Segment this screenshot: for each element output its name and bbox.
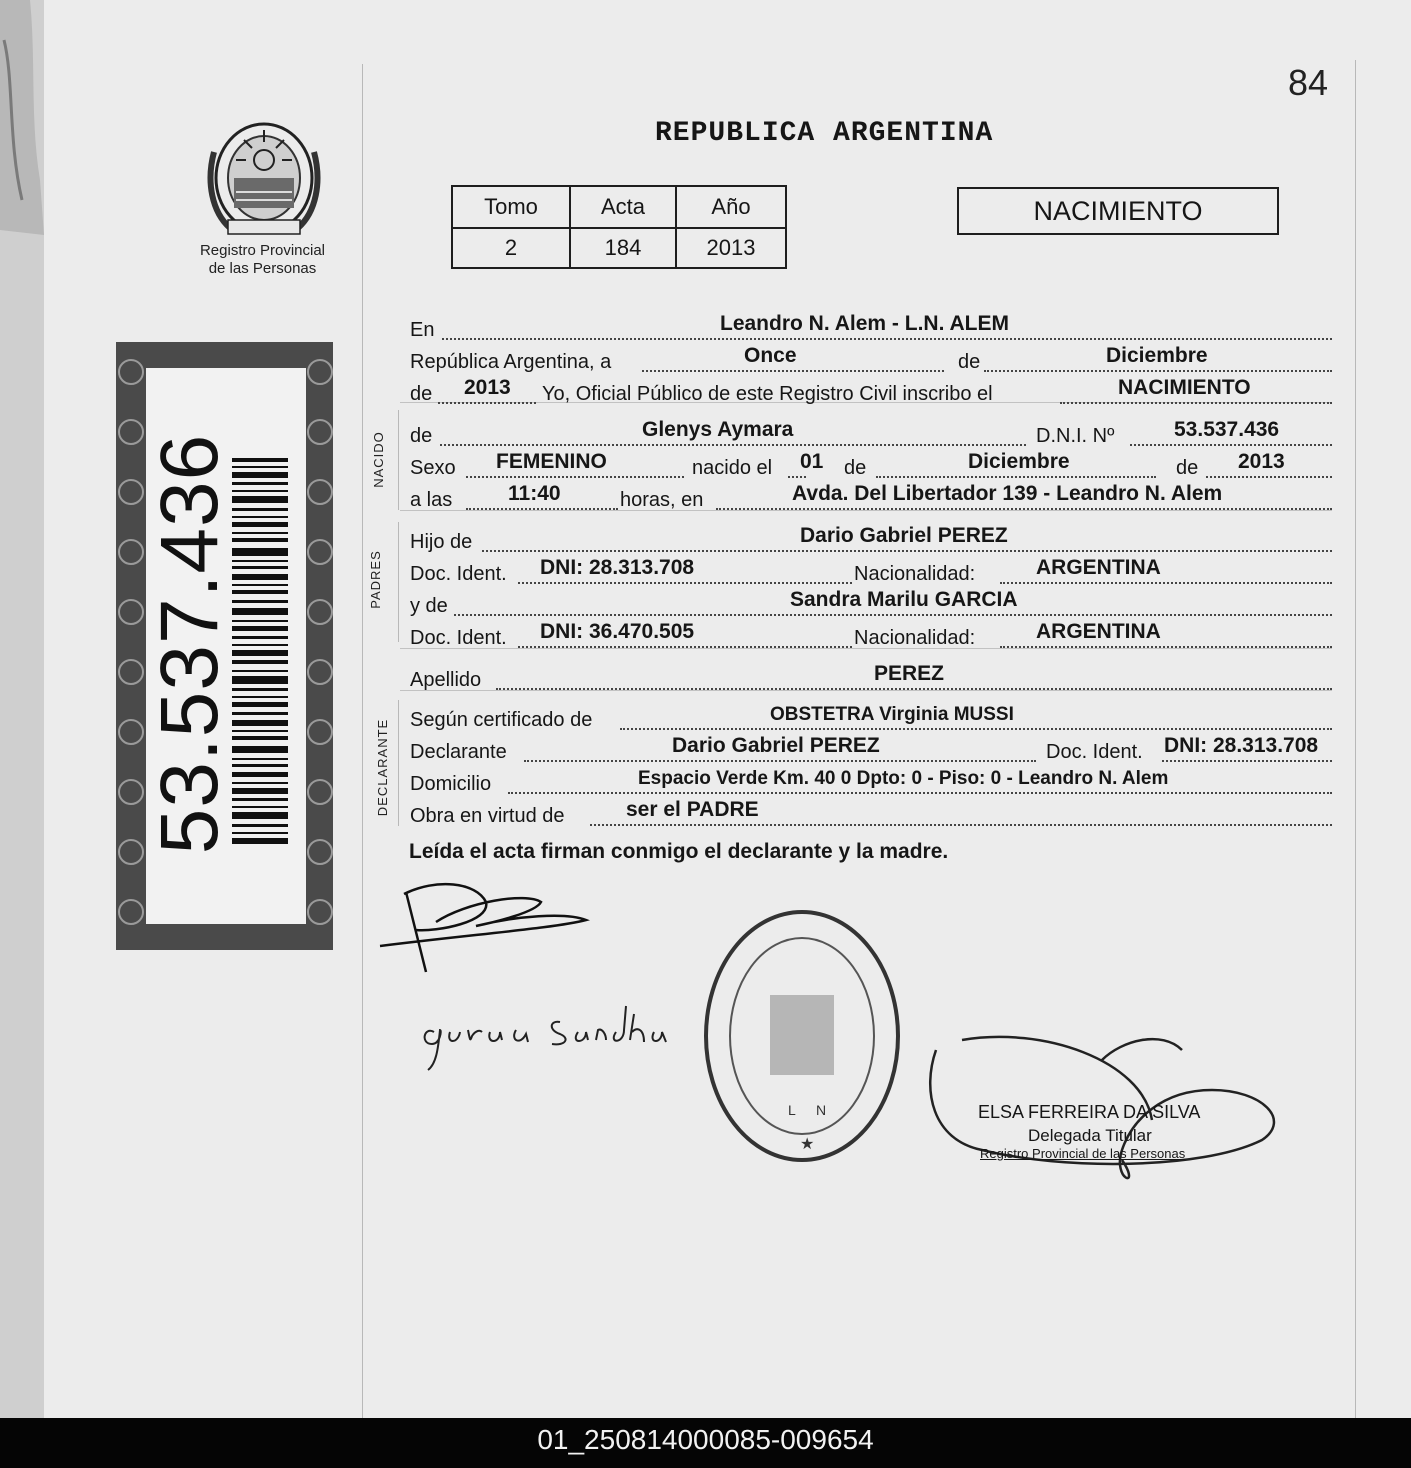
declarant-signature bbox=[376, 872, 596, 984]
mother-nationality-label: Nacionalidad: bbox=[854, 627, 976, 649]
ano-value: 2013 bbox=[676, 228, 786, 268]
row-surname bbox=[410, 664, 1332, 694]
ano-header: Año bbox=[676, 186, 786, 228]
row-address bbox=[410, 768, 1332, 798]
dni-value: 53.537.436 bbox=[1174, 418, 1280, 441]
born-label: nacido el bbox=[692, 457, 773, 479]
official-org: Registro Provincial de las Personas bbox=[980, 1146, 1186, 1161]
month-value: Diciembre bbox=[1106, 344, 1208, 367]
official-seal-icon bbox=[700, 905, 904, 1167]
section-declarante: DECLARANTE bbox=[375, 718, 391, 817]
svg-text:L: L bbox=[788, 1102, 796, 1118]
declarant-doc-value: DNI: 28.313.708 bbox=[1164, 734, 1319, 757]
place-value: Leandro N. Alem - L.N. ALEM bbox=[720, 312, 1009, 335]
de-label: de bbox=[958, 351, 981, 373]
de-birth-label: de bbox=[844, 457, 867, 479]
scan-file-id: 01_250814000085-009654 bbox=[0, 1418, 1411, 1468]
declarant-value: Dario Gabriel PEREZ bbox=[672, 734, 880, 757]
virtue-value: ser el PADRE bbox=[626, 798, 759, 821]
mother-value: Sandra Marilu GARCIA bbox=[790, 588, 1018, 611]
svg-text:N: N bbox=[816, 1102, 827, 1118]
row-virtue bbox=[410, 800, 1332, 830]
section-nacido: NACIDO bbox=[370, 431, 386, 488]
birth-month-value: Diciembre bbox=[968, 450, 1070, 473]
row-date bbox=[410, 346, 1332, 376]
sex-value: FEMENINO bbox=[496, 450, 607, 473]
name-value: Glenys Aymara bbox=[642, 418, 794, 441]
day-value: Once bbox=[744, 344, 797, 367]
father-doc-value: DNI: 28.313.708 bbox=[540, 556, 695, 579]
registry-label-line2: de las Personas bbox=[208, 260, 317, 277]
row-declarant bbox=[410, 736, 1332, 766]
and-label: y de bbox=[410, 595, 448, 617]
sex-label: Sexo bbox=[410, 457, 456, 479]
dni-label: D.N.I. Nº bbox=[1036, 425, 1115, 447]
section-bar-padres bbox=[398, 522, 399, 642]
time-label: a las bbox=[410, 489, 453, 511]
barcode-number: 53.537.436 bbox=[144, 433, 235, 855]
row-name bbox=[410, 420, 1332, 450]
de-birth-year-label: de bbox=[1176, 457, 1199, 479]
registry-label-line1: Registro Provincial bbox=[199, 242, 326, 259]
row-mother bbox=[410, 590, 1332, 620]
tomo-header: Tomo bbox=[452, 186, 570, 228]
closing-statement: Leída el acta firman conmigo el declarante y la madre. bbox=[409, 840, 949, 863]
declarant-doc-label: Doc. Ident. bbox=[1046, 741, 1143, 763]
official-name: ELSA FERREIRA DA SILVA bbox=[978, 1102, 1201, 1122]
tomo-value: 2 bbox=[452, 228, 570, 268]
birth-year-value: 2013 bbox=[1238, 450, 1285, 473]
row-mother-doc bbox=[410, 622, 1332, 652]
birth-place-value: Avda. Del Libertador 139 - Leandro N. Alem bbox=[792, 482, 1223, 505]
row-sex bbox=[410, 452, 1332, 482]
hours-label: horas, en bbox=[620, 489, 704, 511]
acta-value: 184 bbox=[570, 228, 676, 268]
time-value: 11:40 bbox=[508, 482, 561, 505]
address-value: Espacio Verde Km. 40 0 Dpto: 0 - Piso: 0 - Leandro N. Alem bbox=[638, 768, 1169, 789]
official-title: Delegada Titular bbox=[1028, 1126, 1152, 1145]
declarant-label: Declarante bbox=[410, 741, 507, 763]
father-value: Dario Gabriel PEREZ bbox=[800, 524, 1008, 547]
year-value: 2013 bbox=[464, 376, 511, 399]
row-certificate bbox=[410, 704, 1332, 734]
address-label: Domicilio bbox=[410, 773, 492, 795]
torn-page-fragment bbox=[0, 0, 44, 240]
certificate-label: Según certificado de bbox=[410, 709, 593, 731]
row-father bbox=[410, 526, 1332, 556]
virtue-label: Obra en virtud de bbox=[410, 805, 565, 827]
mother-doc-value: DNI: 36.470.505 bbox=[540, 620, 695, 643]
svg-text:★: ★ bbox=[800, 1136, 815, 1153]
scan-left-edge bbox=[0, 0, 44, 1418]
mother-nationality-value: ARGENTINA bbox=[1036, 620, 1161, 643]
barcode-icon bbox=[232, 458, 288, 848]
father-doc-label: Doc. Ident. bbox=[410, 563, 507, 585]
certificate-value: OBSTETRA Virginia MUSSI bbox=[770, 704, 1014, 725]
place-label: En bbox=[410, 319, 435, 341]
row-year bbox=[410, 378, 1332, 408]
act-type-value: NACIMIENTO bbox=[1118, 376, 1251, 399]
provincia-misiones-emblem-icon bbox=[206, 112, 322, 238]
record-type-box: NACIMIENTO bbox=[957, 187, 1279, 235]
mother-signature bbox=[420, 1000, 680, 1076]
surname-label: Apellido bbox=[410, 669, 482, 691]
margin-divider bbox=[362, 64, 363, 1418]
page-number: 84 bbox=[1288, 62, 1329, 103]
registry-label bbox=[180, 242, 345, 278]
row-father-doc bbox=[410, 558, 1332, 588]
de-year-label: de bbox=[410, 383, 433, 405]
section-padres: PADRES bbox=[367, 550, 383, 609]
acta-header: Acta bbox=[570, 186, 676, 228]
birth-day-value: 01 bbox=[800, 450, 824, 473]
row-place bbox=[410, 314, 1332, 344]
mother-doc-label: Doc. Ident. bbox=[410, 627, 507, 649]
child-of-label: Hijo de bbox=[410, 531, 473, 553]
name-label: de bbox=[410, 425, 433, 447]
father-nationality-label: Nacionalidad: bbox=[854, 563, 976, 585]
father-nationality-value: ARGENTINA bbox=[1036, 556, 1161, 579]
officer-text: Yo, Oficial Público de este Registro Civil inscribo el bbox=[542, 383, 993, 405]
section-bar-declarante bbox=[398, 700, 399, 826]
row-time bbox=[410, 484, 1332, 514]
surname-value: PEREZ bbox=[874, 662, 945, 685]
document-title: REPUBLICA ARGENTINA bbox=[655, 118, 994, 149]
section-bar-nacido bbox=[398, 410, 399, 510]
barcode-card bbox=[116, 342, 333, 950]
republic-label: República Argentina, a bbox=[410, 351, 612, 373]
record-table bbox=[451, 185, 787, 269]
right-margin-line bbox=[1355, 60, 1356, 1418]
